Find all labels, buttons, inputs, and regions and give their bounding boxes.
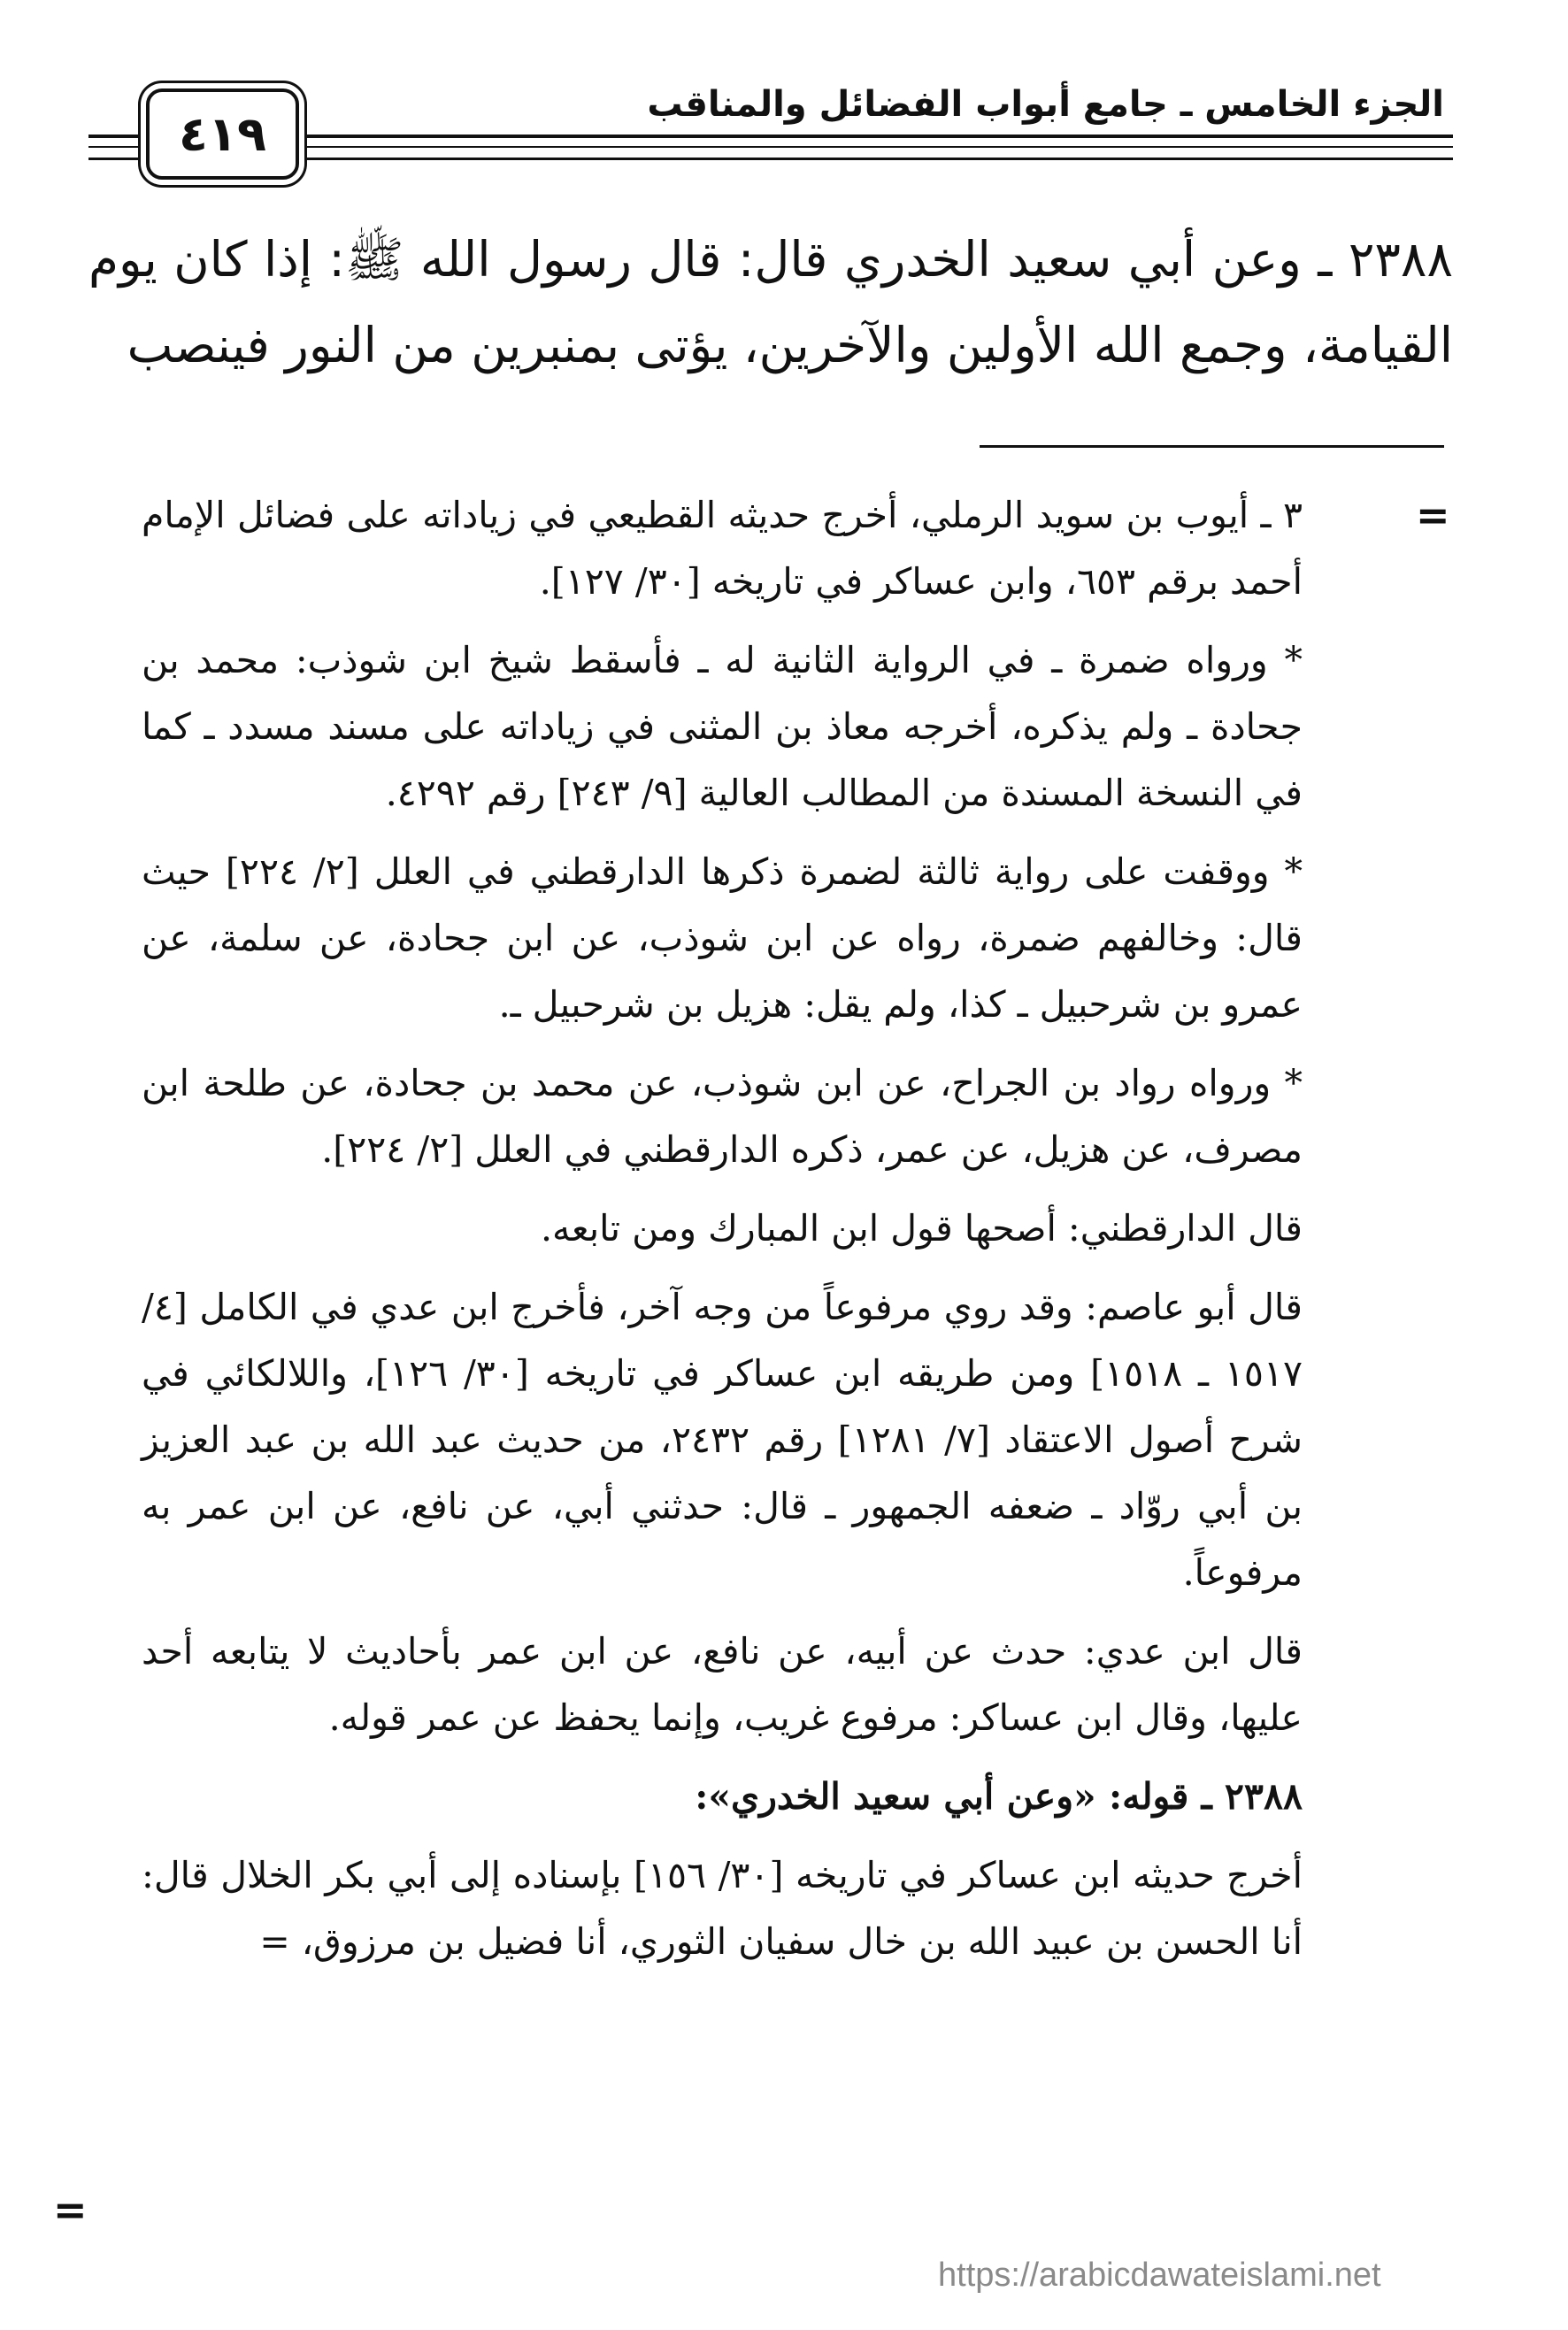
running-header-title: الجزء الخامس ـ جامع أبواب الفضائل والمناقب <box>647 84 1444 125</box>
footnote-section-heading: ٢٣٨٨ ـ قوله: «وعن أبي سعيد الخدري»: <box>695 1775 1303 1818</box>
footnotes <box>142 482 1303 1988</box>
footnote-paragraph: * ووقفت على رواية ثالثة لضمرة ذكرها الدارقطني في العلل [٢/ ٢٢٤] حيث قال: وخالفهم ضمرة، رواه عن ابن شوذب، عن ابن جحادة، عن سلمة، عن عمرو بن شرحبيل ـ كذا، ولم يقل: هزيل بن شرحبيل ـ. <box>142 850 1303 1026</box>
footnote-section-text: أخرج حديثه ابن عساكر في تاريخه [٣٠/ ١٥٦] بإسناده إلى أبي بكر الخلال قال: أنا الحسن بن عبيد الله بن خال سفيان الثوري، أنا فضيل بن مرزوق، = <box>142 1854 1303 1963</box>
main-text <box>88 217 1453 388</box>
footnote-paragraph: * ورواه رواد بن الجراح، عن ابن شوذب، عن محمد بن جحادة، عن طلحة ابن مصرف، عن هزيل، عن عمر، ذكره الدارقطني في العلل [٢/ ٢٢٤]. <box>142 1062 1303 1171</box>
footnote-paragraph: قال الدارقطني: أصحها قول ابن المبارك ومن تابعه. <box>540 1207 1303 1250</box>
footnote-paragraph: قال أبو عاصم: وقد روي مرفوعاً من وجه آخر، فأخرج ابن عدي في الكامل [٤/ ١٥١٧ ـ ١٥١٨] ومن طريقه ابن عساكر في تاريخه [٣٠/ ١٢٦]، واللالكائي في شرح أصول الاعتقاد [٧/ ١٢٨١] رقم ٢٤٣٢، من حديث عبد الله بن عبد العزيز بن أبي روّاد ـ ضعفه الجمهور ـ قال: حدثني أبي، عن نافع، عن ابن عمر به مرفوعاً. <box>142 1286 1303 1594</box>
watermark-url: https://arabicdawateislami.net <box>938 2257 1381 2294</box>
continuation-mark: = <box>1416 491 1450 539</box>
page-number: ٤١٩ <box>146 88 299 180</box>
hadith-paragraph: ٢٣٨٨ ـ وعن أبي سعيد الخدري قال: قال رسول الله ﷺ: إذا كان يوم القيامة، وجمع الله الأولين والآخرين، يؤتى بمنبرين من النور فينصب <box>88 231 1453 373</box>
footnote-paragraph: ٣ ـ أيوب بن سويد الرملي، أخرج حديثه القطيعي في زياداته على فضائل الإمام أحمد برقم ٦٥٣، وابن عساكر في تاريخه [٣٠/ ١٢٧]. <box>142 494 1303 603</box>
footnote-paragraph: قال ابن عدي: حدث عن أبيه، عن نافع، عن ابن عمر بأحاديث لا يتابعه أحد عليها، وقال ابن عساكر: مرفوع غريب، وإنما يحفظ عن عمر قوله. <box>142 1630 1303 1739</box>
footnote-divider <box>980 445 1444 448</box>
footnote-paragraph: * ورواه ضمرة ـ في الرواية الثانية له ـ فأسقط شيخ ابن شوذب: محمد بن جحادة ـ ولم يذكره، أخرجه معاذ بن المثنى في زياداته على مسند مسدد ـ كما في النسخة المسندة من المطالب العالية [٩/ ٢٤٣] رقم ٤٢٩٢. <box>142 639 1303 814</box>
continuation-mark: = <box>53 2186 88 2234</box>
